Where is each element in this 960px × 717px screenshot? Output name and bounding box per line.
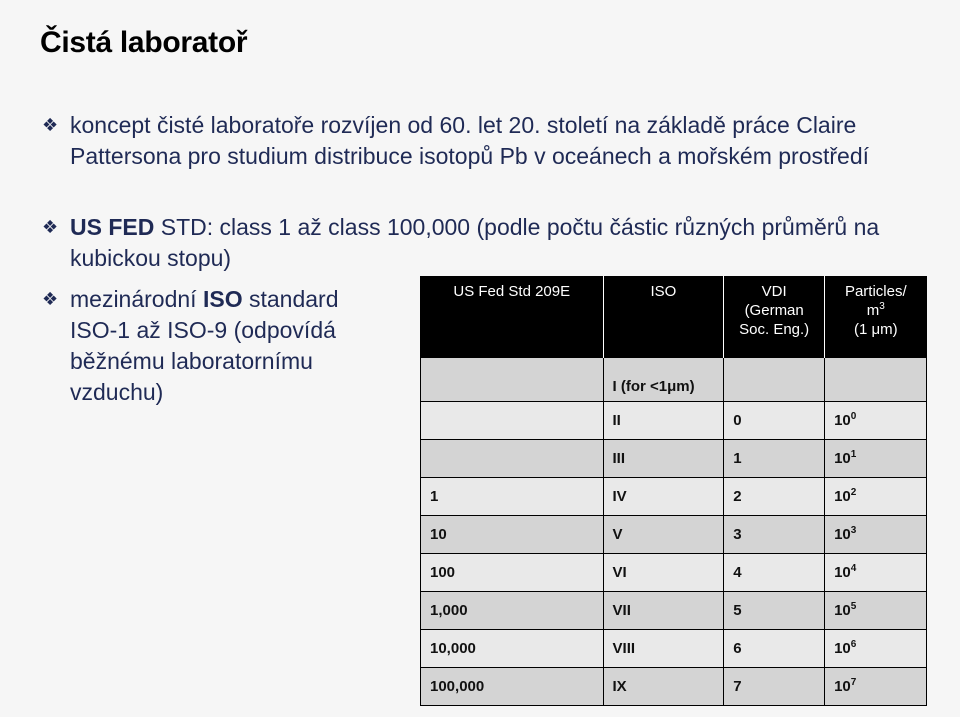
cell-iso: V xyxy=(603,516,724,554)
bullet-iso xyxy=(42,284,382,408)
table-row xyxy=(421,554,927,592)
cell-particles xyxy=(825,592,927,630)
cell-particles xyxy=(825,668,927,706)
cell-particles-base: 10 xyxy=(834,412,851,429)
cell-iso: IX xyxy=(603,668,724,706)
table-row xyxy=(421,668,927,706)
header-particles xyxy=(825,276,927,358)
cell-particles-base: 10 xyxy=(834,564,851,581)
table-row xyxy=(421,630,927,668)
header-vdi-line: VDI xyxy=(761,283,787,300)
cell-particles xyxy=(825,478,927,516)
cell-particles-exp: 2 xyxy=(850,487,857,498)
cell-particles xyxy=(825,440,927,478)
cell-iso: I (for <1μm) xyxy=(603,358,724,402)
cell-particles xyxy=(825,630,927,668)
bullet-text: STD: class 1 až class 100,000 (podle počtu částic různých průměrů na kubickou stopu) xyxy=(70,214,880,271)
cell-us-fed: 1 xyxy=(421,478,604,516)
bullet-concept xyxy=(42,110,922,172)
header-particles-unit: m xyxy=(866,302,880,319)
cell-iso: II xyxy=(603,402,724,440)
cell-us-fed: 100,000 xyxy=(421,668,604,706)
cell-particles-exp: 3 xyxy=(850,525,857,536)
bullet-text: koncept čisté laboratoře rozvíjen od 60. let 20. století na základě práce Claire Pattersona pro studium distribuce isotopů Pb v oceánech a mořském prostředí xyxy=(70,112,870,169)
bullet-pre: mezinárodní xyxy=(70,286,203,312)
cell-us-fed xyxy=(421,440,604,478)
bullet-us-fed xyxy=(42,212,922,274)
table-row xyxy=(421,440,927,478)
cell-us-fed: 10 xyxy=(421,516,604,554)
cell-us-fed xyxy=(421,358,604,402)
cleanroom-class-table xyxy=(420,276,927,706)
cell-vdi: 5 xyxy=(724,592,825,630)
header-particles-size: (1 μm) xyxy=(853,321,898,338)
cell-particles-exp: 0 xyxy=(850,411,857,422)
cell-particles-exp: 5 xyxy=(850,601,857,612)
table-row xyxy=(421,358,927,402)
cell-particles-exp: 6 xyxy=(850,639,857,650)
header-particles-line: Particles/ xyxy=(844,283,907,300)
bullet-text: standard ISO-1 až ISO-9 (odpovídá běžnému laboratornímu vzduchu) xyxy=(70,286,339,405)
cell-us-fed: 100 xyxy=(421,554,604,592)
table-row xyxy=(421,516,927,554)
cell-vdi xyxy=(724,358,825,402)
cell-vdi: 3 xyxy=(724,516,825,554)
diamond-bullet-icon: ❖ xyxy=(42,115,59,135)
cell-particles xyxy=(825,554,927,592)
table-header-row xyxy=(421,276,927,358)
cell-particles-base: 10 xyxy=(834,450,851,467)
cell-particles xyxy=(825,402,927,440)
slide-title: Čistá laboratoř xyxy=(40,26,248,59)
cell-particles-base: 10 xyxy=(834,602,851,619)
table-row xyxy=(421,478,927,516)
cell-us-fed: 1,000 xyxy=(421,592,604,630)
cell-vdi: 1 xyxy=(724,440,825,478)
cell-vdi: 6 xyxy=(724,630,825,668)
cell-iso: VII xyxy=(603,592,724,630)
cell-particles-base: 10 xyxy=(834,678,851,695)
cell-vdi: 2 xyxy=(724,478,825,516)
cell-particles-exp: 1 xyxy=(850,449,857,460)
diamond-bullet-icon: ❖ xyxy=(42,289,59,309)
table-row xyxy=(421,592,927,630)
header-particles-exp: 3 xyxy=(879,301,885,312)
cell-particles-base: 10 xyxy=(834,526,851,543)
cell-us-fed xyxy=(421,402,604,440)
cell-vdi: 4 xyxy=(724,554,825,592)
cell-iso: VIII xyxy=(603,630,724,668)
header-iso: ISO xyxy=(603,276,724,358)
header-vdi-line: (German xyxy=(744,302,804,319)
header-vdi-line: Soc. Eng.) xyxy=(739,321,810,338)
cell-particles xyxy=(825,358,927,402)
cell-iso: III xyxy=(603,440,724,478)
header-vdi xyxy=(724,276,825,358)
diamond-bullet-icon: ❖ xyxy=(42,217,59,237)
cell-iso: IV xyxy=(603,478,724,516)
cell-particles-base: 10 xyxy=(834,488,851,505)
cell-iso: VI xyxy=(603,554,724,592)
bullet-bold: US FED xyxy=(70,214,155,240)
bullet-bold: ISO xyxy=(202,286,243,312)
cell-vdi: 7 xyxy=(724,668,825,706)
cell-particles-exp: 7 xyxy=(850,677,857,688)
cell-particles xyxy=(825,516,927,554)
cell-particles-exp: 4 xyxy=(850,563,857,574)
cell-vdi: 0 xyxy=(724,402,825,440)
header-us-fed: US Fed Std 209E xyxy=(421,276,604,358)
cell-us-fed: 10,000 xyxy=(421,630,604,668)
table-row xyxy=(421,402,927,440)
cell-particles-base: 10 xyxy=(834,640,851,657)
